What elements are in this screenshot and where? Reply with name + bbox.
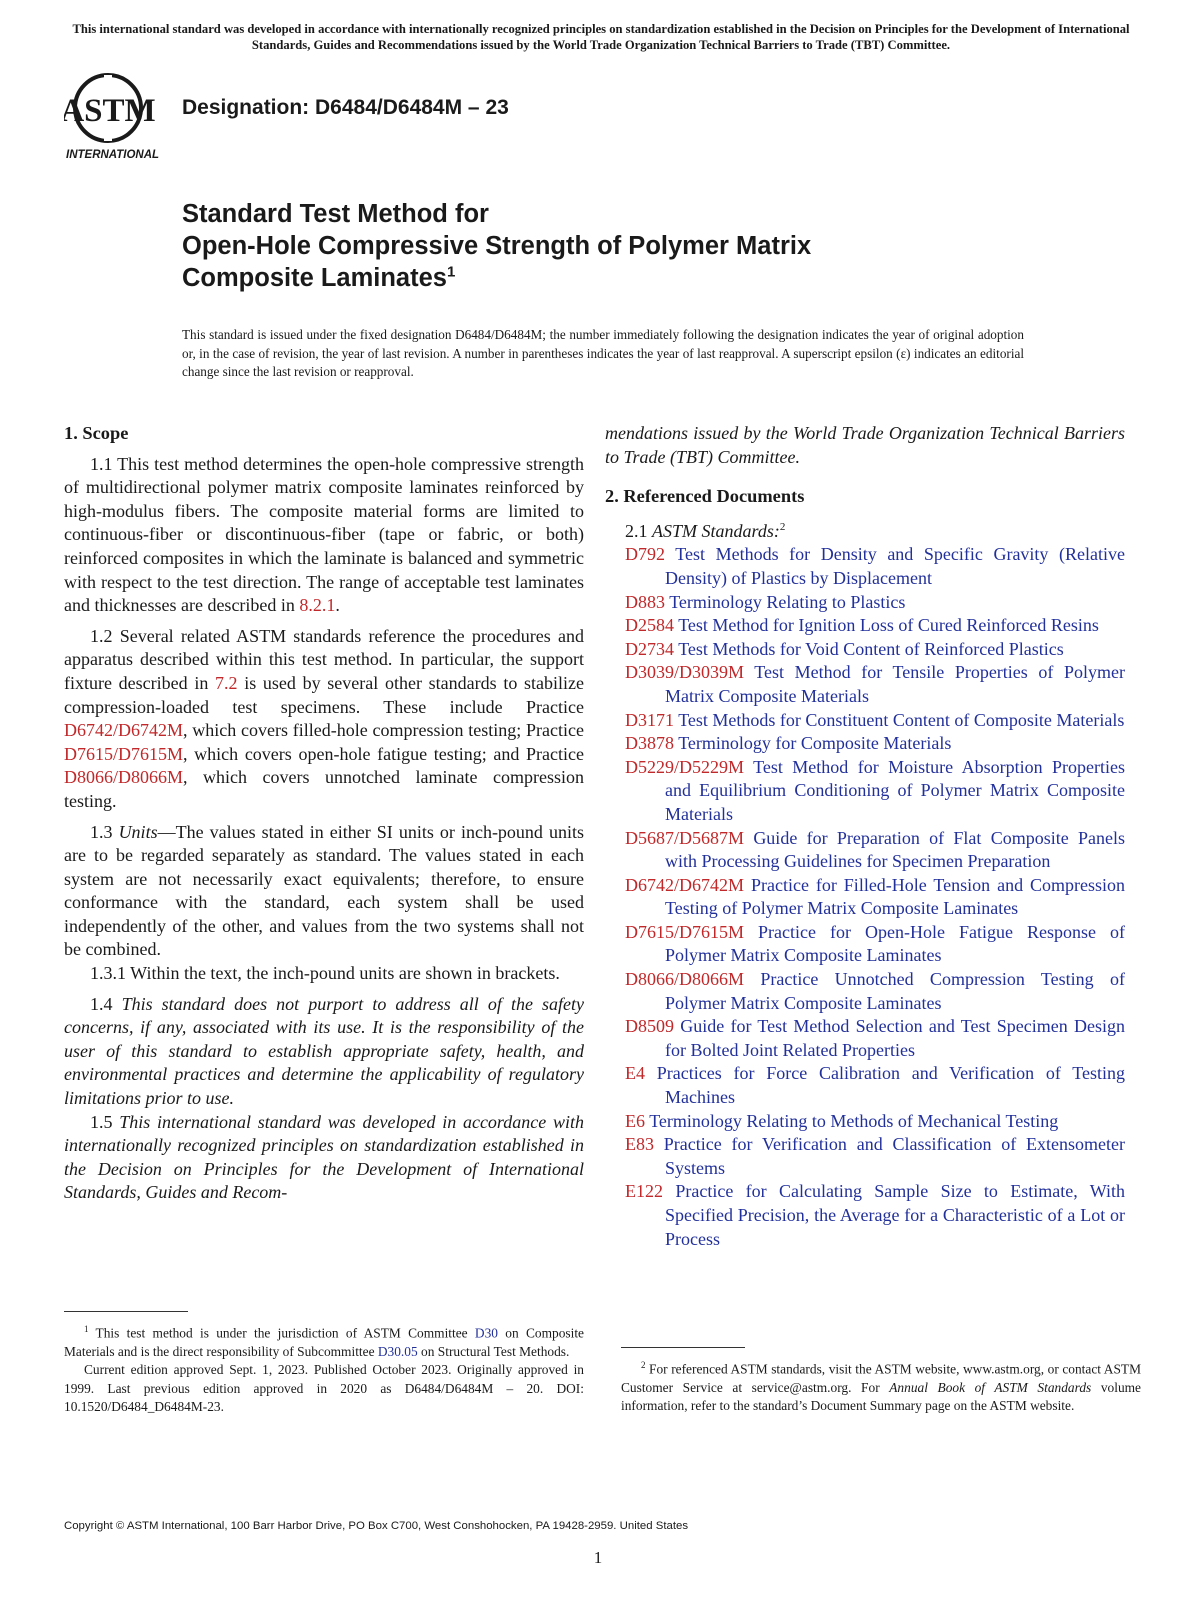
footnote-2-italic: Annual Book of ASTM Standards: [889, 1379, 1092, 1395]
reference-item[interactable]: [625, 921, 1125, 968]
footnote-1-mark: 1: [84, 1324, 89, 1334]
left-column: [64, 422, 584, 1205]
ref-title[interactable]: Guide for Test Method Selection and Test Specimen Design for Bolted Joint Related Properties: [665, 1016, 1126, 1060]
issuance-note: This standard is issued under the fixed designation D6484/D6484M; the number immediately following the designation indicates the year of original adoption or, in the case of revision, the year of last revision. A number in parentheses indicates the year of last reapproval. A superscript epsilon (ε) indicates an editorial change since the last revision or reapproval.: [182, 327, 1024, 380]
ref-code[interactable]: D2734: [625, 638, 674, 659]
astm-logo-icon: [64, 72, 172, 164]
section-2-heading: 2. Referenced Documents: [605, 486, 805, 507]
reference-item[interactable]: [625, 709, 1125, 733]
ref-title[interactable]: Test Methods for Density and Specific Gravity (Relative Density) of Plastics by Displacement: [665, 544, 1125, 588]
top-notice: This international standard was developed in accordance with internationally recognized principles on standardization established in the Decision on Principles for the Development of International Standards, Guides and Recommendations issued by the World Trade Organization Technical Barriers to Trade (TBT) Committee.: [72, 22, 1130, 52]
para-1-4: [64, 993, 584, 1111]
para-2-1-label: ASTM Standards:: [652, 520, 780, 541]
para-1-2-text-c: , which covers filled-hole compression testing; Practice: [183, 720, 584, 741]
ref-title[interactable]: Terminology Relating to Methods of Mechanical Testing: [649, 1110, 1059, 1131]
ref-title[interactable]: Practice for Calculating Sample Size to Estimate, With Specified Precision, the Average for a Characteristic of a Lot or Process: [665, 1181, 1126, 1249]
para-1-5-continued: mendations issued by the World Trade Organization Technical Barriers to Trade (TBT) Committee.: [605, 423, 1125, 467]
link-7-2[interactable]: 7.2: [215, 672, 238, 693]
reference-list: [625, 543, 1125, 1251]
title-line-3: [182, 262, 982, 294]
reference-item[interactable]: [625, 827, 1125, 874]
para-1-1: [64, 453, 584, 618]
para-2-1: [625, 516, 1125, 544]
copyright-line: Copyright © ASTM International, 100 Barr Harbor Drive, PO Box C700, West Conshohocken, PA 19428-2959. United States: [64, 1520, 689, 1532]
reference-item[interactable]: [625, 1015, 1125, 1062]
para-1-2: [64, 625, 584, 814]
reference-item[interactable]: [625, 591, 1125, 615]
designation: Designation: D6484/D6484M – 23: [182, 96, 509, 119]
para-1-2-text-d: , which covers open-hole fatigue testing; and Practice: [183, 743, 584, 764]
ref-code[interactable]: D8509: [625, 1016, 674, 1037]
footnote-2: [621, 1356, 1141, 1416]
ref-code[interactable]: E6: [625, 1110, 645, 1131]
ref-code[interactable]: D6742/D6742M: [625, 874, 745, 895]
reference-item[interactable]: [625, 661, 1125, 708]
ref-title[interactable]: Terminology Relating to Plastics: [669, 591, 906, 612]
para-1-5-num: 1.5: [90, 1111, 120, 1132]
ref-code[interactable]: D883: [625, 591, 665, 612]
reference-item[interactable]: [625, 543, 1125, 590]
para-1-3-text: —The values stated in either SI units or inch-pound units are to be regarded separately as standard. The values stated in each system are not necessarily exact equivalents; therefore, to ensure conformance with the standard, each system shall be used independently of the other, and values from the two systems shall not be combined.: [64, 821, 584, 960]
title-footnote-mark[interactable]: 1: [446, 263, 456, 281]
footnote-2-text-b: volume information, refer to the standard’s Document Summary page on the ASTM website.: [621, 1379, 1141, 1414]
link-d7615[interactable]: D7615/D7615M: [64, 743, 184, 764]
right-column: [605, 422, 1125, 1251]
footnote-2-para: [621, 1356, 1141, 1416]
reference-item[interactable]: [625, 638, 1125, 662]
reference-item[interactable]: [625, 1110, 1125, 1134]
para-1-1-end: .: [335, 595, 340, 616]
para-1-2-text-e: , which covers unnotched laminate compression testing.: [64, 767, 584, 811]
astm-logo: [64, 72, 172, 164]
footnote-1-para-1: [64, 1320, 584, 1361]
ref-title[interactable]: Guide for Preparation of Flat Composite Panels with Processing Guidelines for Specimen Preparation: [665, 827, 1125, 872]
footnote-rule-right: [621, 1347, 745, 1348]
para-1-5-text: This international standard was developed in accordance with internationally recognized principles on standardization established in the Decision on Principles for the Development of International Standards, Guides and Recom-: [64, 1111, 584, 1203]
footnote-2-mark: 2: [641, 1360, 646, 1370]
reference-item[interactable]: [625, 874, 1125, 921]
para-1-4-num: 1.4: [90, 993, 122, 1014]
ref-title[interactable]: Practice for Open-Hole Fatigue Response of Polymer Matrix Composite Laminates: [665, 921, 1125, 966]
ref-title[interactable]: Practice for Filled-Hole Tension and Compression Testing of Polymer Matrix Composite Laminates: [665, 874, 1126, 919]
ref-code[interactable]: D2584: [625, 615, 674, 636]
footnote-2-text-a: For referenced ASTM standards, visit the ASTM website, www.astm.org, or contact ASTM Customer Service at service@astm.org. For: [621, 1361, 1141, 1395]
ref-title[interactable]: Test Method for Tensile Properties of Polymer Matrix Composite Materials: [665, 662, 1125, 706]
footnote-1-para-2: Current edition approved Sept. 1, 2023. Published October 2023. Originally approved in 1999. Last previous edition approved in 2020 as D6484/D6484M – 20. DOI: 10.1520/D6484_D6484M-23.: [64, 1362, 584, 1415]
ref-title[interactable]: Practice Unnotched Compression Testing of Polymer Matrix Composite Laminates: [665, 969, 1125, 1013]
page-number: 1: [593, 1548, 603, 1567]
link-d30-05[interactable]: D30.05: [377, 1343, 418, 1359]
para-1-3-1: 1.3.1 Within the text, the inch-pound units are shown in brackets.: [90, 963, 560, 984]
ref-code[interactable]: D8066/D8066M: [625, 969, 745, 990]
ref-code[interactable]: D3171: [625, 709, 674, 730]
ref-code[interactable]: D7615/D7615M: [625, 921, 745, 942]
ref-code[interactable]: D5687/D5687M: [625, 827, 745, 848]
ref-title[interactable]: Test Methods for Void Content of Reinforced Plastics: [678, 638, 1064, 659]
ref-title[interactable]: Practices for Force Calibration and Verification of Testing Machines: [656, 1063, 1125, 1108]
title-line-2: Open-Hole Compressive Strength of Polymer Matrix: [182, 232, 812, 260]
reference-item[interactable]: [625, 614, 1125, 638]
para-2-1-num: 2.1: [625, 520, 652, 541]
document-title: [182, 198, 982, 294]
reference-item[interactable]: [625, 732, 1125, 756]
footnote-1: [64, 1320, 584, 1417]
reference-item[interactable]: [625, 1133, 1125, 1180]
footnote-1-text-c: on Structural Test Methods.: [417, 1343, 570, 1359]
para-1-2-text-a: 1.2 Several related ASTM standards reference the procedures and apparatus described within this test method. In particular, the support fixture described in: [64, 625, 584, 693]
link-d30[interactable]: D30: [474, 1325, 498, 1341]
ref-code[interactable]: E83: [625, 1134, 654, 1155]
reference-item[interactable]: [625, 756, 1125, 827]
para-1-3-units: Units: [118, 821, 158, 842]
ref-title[interactable]: Practice for Verification and Classification of Extensometer Systems: [663, 1134, 1125, 1178]
link-d6742[interactable]: D6742/D6742M: [64, 720, 184, 741]
para-1-1-text: 1.1 This test method determines the open-hole compressive strength of multidirectional polymer matrix composite laminates reinforced by high-modulus fibers. The composite material forms are limited to continuous-fiber or discontinuous-fiber (tape or fabric, or both) reinforced composites in which the laminate is balanced and symmetric with respect to the test direction. The range of acceptable test laminates and thicknesses are described in: [64, 453, 584, 616]
para-1-3: [64, 821, 584, 963]
ref-code[interactable]: D3878: [625, 733, 674, 754]
footnote-mark-2[interactable]: 2: [779, 520, 786, 533]
title-line-3-text: Composite Laminates: [182, 264, 447, 292]
reference-item[interactable]: [625, 1062, 1125, 1109]
footnote-1-text-b: on Composite Materials and is the direct responsibility of Subcommittee: [64, 1325, 584, 1359]
para-1-3-num: 1.3: [90, 821, 119, 842]
section-1-heading: 1. Scope: [64, 423, 129, 443]
ref-code[interactable]: D792: [625, 544, 665, 565]
link-8-2-1[interactable]: 8.2.1: [299, 595, 336, 616]
footnote-1-text-a: This test method is under the jurisdiction of ASTM Committee: [88, 1325, 475, 1341]
title-line-1: Standard Test Method for: [182, 200, 489, 228]
ref-title[interactable]: Test Method for Moisture Absorption Properties and Equilibrium Conditioning of Polymer Matrix Composite Materials: [665, 756, 1125, 824]
link-d8066[interactable]: D8066/D8066M: [64, 767, 184, 788]
ref-code[interactable]: D3039/D3039M: [625, 662, 745, 683]
ref-title[interactable]: Test Methods for Constituent Content of Composite Materials: [678, 709, 1125, 730]
ref-title[interactable]: Test Method for Ignition Loss of Cured Reinforced Resins: [678, 615, 1099, 636]
ref-code[interactable]: D5229/D5229M: [625, 756, 745, 777]
reference-item[interactable]: [625, 1180, 1125, 1251]
logo-label: INTERNATIONAL: [66, 149, 160, 161]
para-1-2-text-b: is used by several other standards to stabilize compression-loaded test specimens. These include Practice: [64, 672, 584, 717]
logo-letters: ASTM: [64, 93, 156, 129]
para-1-4-text: This standard does not purport to address all of the safety concerns, if any, associated with its use. It is the responsibility of the user of this standard to establish appropriate safety, health, and environmental practices and determine the applicability of regulatory limitations prior to use.: [64, 993, 584, 1109]
ref-title[interactable]: Terminology for Composite Materials: [678, 733, 952, 754]
footnote-rule-left: [64, 1311, 188, 1312]
ref-code[interactable]: E4: [625, 1063, 645, 1084]
ref-code[interactable]: E122: [625, 1181, 663, 1202]
reference-item[interactable]: [625, 968, 1125, 1015]
para-1-5: [64, 1111, 584, 1205]
